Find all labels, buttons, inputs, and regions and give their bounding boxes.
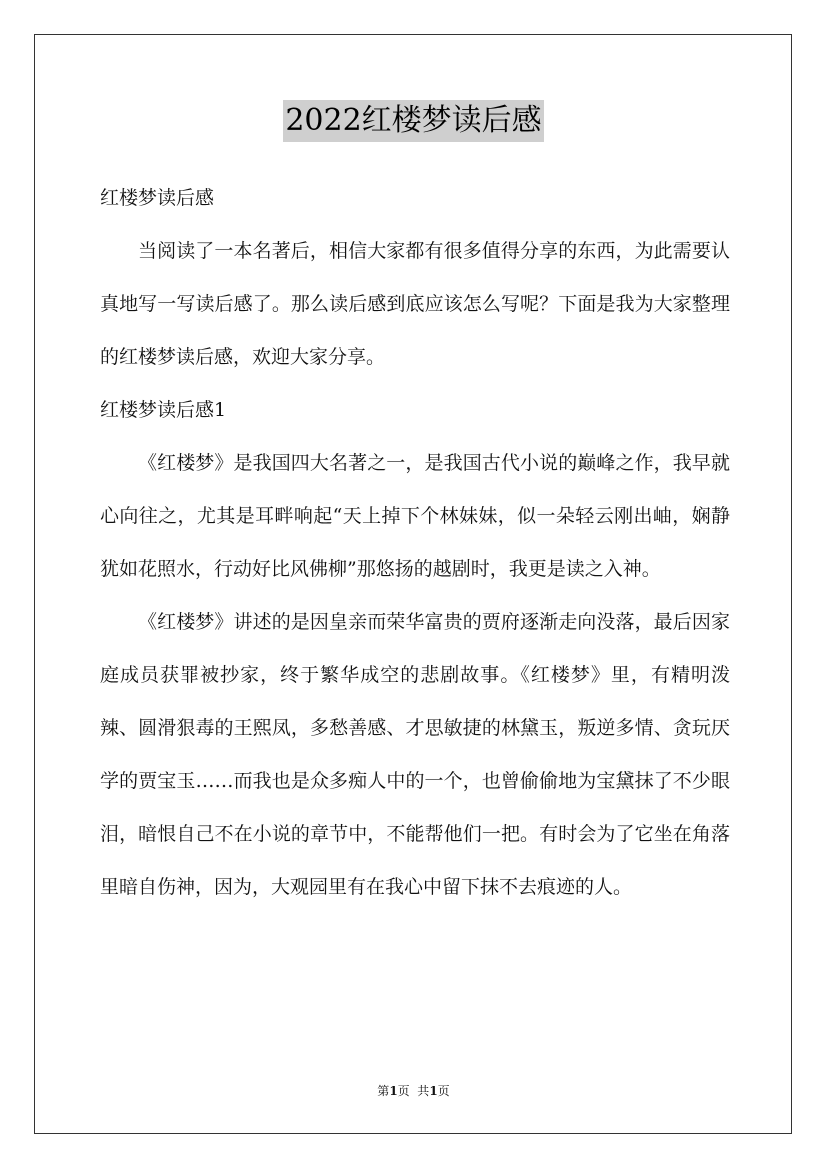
footer-prefix: 第 [377, 1084, 390, 1098]
footer-page-number: 1 [389, 1084, 398, 1098]
page-footer [0, 1082, 827, 1100]
footer-middle: 页 共 [397, 1084, 430, 1098]
paragraph-essay-1-part-2: 《红楼梦》讲述的是因皇亲而荣华富贵的贾府逐渐走向没落，最后因家庭成员获罪被抄家，终于繁华成空的悲剧故事。《红楼梦》里，有精明泼辣、圆滑狠毒的王熙凤，多愁善感、才思敏捷的林黛玉，叛逆多情、贪玩厌学的贾宝玉……而我也是众多痴人中的一个，也曾偷偷地为宝黛抹了不少眼泪，暗恨自己不在小说的章节中，不能帮他们一把。有时会为了它坐在角落里暗自伤神，因为，大观园里有在我心中留下抹不去痕迹的人。 [100, 611, 730, 898]
document-title: 2022红楼梦读后感 [283, 100, 543, 142]
section-heading-intro: 红楼梦读后感 [100, 187, 215, 209]
document-body [100, 172, 730, 914]
title-container [0, 100, 827, 142]
footer-total-pages: 1 [429, 1084, 438, 1098]
section-heading-essay-1: 红楼梦读后感1 [100, 399, 227, 421]
footer-suffix: 页 [437, 1084, 450, 1098]
paragraph-essay-1-part-1: 《红楼梦》是我国四大名著之一，是我国古代小说的巅峰之作，我早就心向往之，尤其是耳畔响起“天上掉下个林妹妹，似一朵轻云刚出岫，娴静犹如花照水，行动好比风佛柳”那悠扬的越剧时，我更是读之入神。 [100, 452, 730, 580]
paragraph-intro: 当阅读了一本名著后，相信大家都有很多值得分享的东西，为此需要认真地写一写读后感了。那么读后感到底应该怎么写呢？下面是我为大家整理的红楼梦读后感，欢迎大家分享。 [100, 240, 730, 368]
